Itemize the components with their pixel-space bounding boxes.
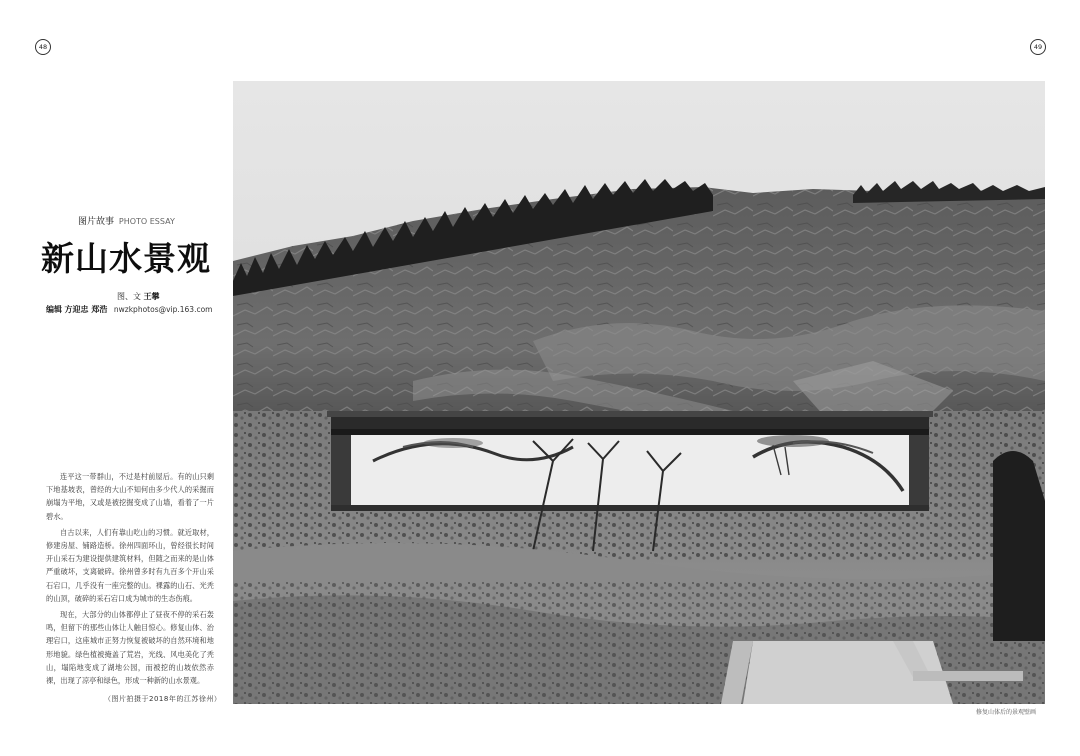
author-line: [117, 290, 160, 303]
editor-names: 方迎忠 郑浩: [64, 305, 108, 314]
body-paragraph: 现在，大部分的山体都停止了昼夜不停的采石轰鸣，但留下的那些山体让人触目惊心。修复山体、治理宕口，这座城市正努力恢复被破坏的自然环境和地形地貌。绿色植被掩盖了荒岩，光线、风电美化了秃山，塌陷地变成了湖地公园，而被挖的山坡依然赤裸，出现了凉亭和绿色，形成一种新的山水景观。: [46, 610, 214, 686]
photo-text-label: 图、文: [117, 292, 141, 301]
landscape-photo-image: [233, 81, 1045, 704]
section-label: [78, 214, 175, 227]
body-paragraph: 自古以来，人们有靠山吃山的习惯。就近取材，修建房屋、铺路造桥。徐州四面环山，曾经很长时间开山采石为建设提供建筑材料，但随之而来的是山体严重破坏，支离破碎。徐州曾多时有九百多个开山采石宕口，几乎没有一座完整的山。裸露的山石、光秃的山顶，破碎的采石宕口成为城市的生态伤痕。: [46, 527, 214, 603]
contact-email: nwzkphotos@vip.163.com: [113, 305, 213, 314]
photo-caption: 修复山体后的景观壁画: [976, 709, 1037, 716]
body-paragraph: 连平这一带群山，不过是村前屋后。有的山只剩下地基坡表，曾经的大山不知何由多少代人的采掘而崩塌为平地，又或是被挖掘变成了山墙，看着了一片碧水。: [46, 472, 214, 521]
editor-label: 编辑: [46, 305, 62, 314]
photo-date-note: （图片拍摄于2018年的江苏徐州）: [104, 695, 222, 703]
landscape-photo: [233, 81, 1045, 704]
section-label-cn: 图片故事: [78, 217, 115, 227]
page-number-left: 48: [35, 39, 51, 55]
section-label-en: PHOTO ESSAY: [118, 217, 175, 226]
article-title: 新山水景观: [41, 239, 211, 278]
editor-line: [46, 303, 212, 316]
author-name: 王攀: [143, 292, 160, 301]
page-number-right: 49: [1030, 39, 1046, 55]
article-body: [46, 470, 214, 690]
